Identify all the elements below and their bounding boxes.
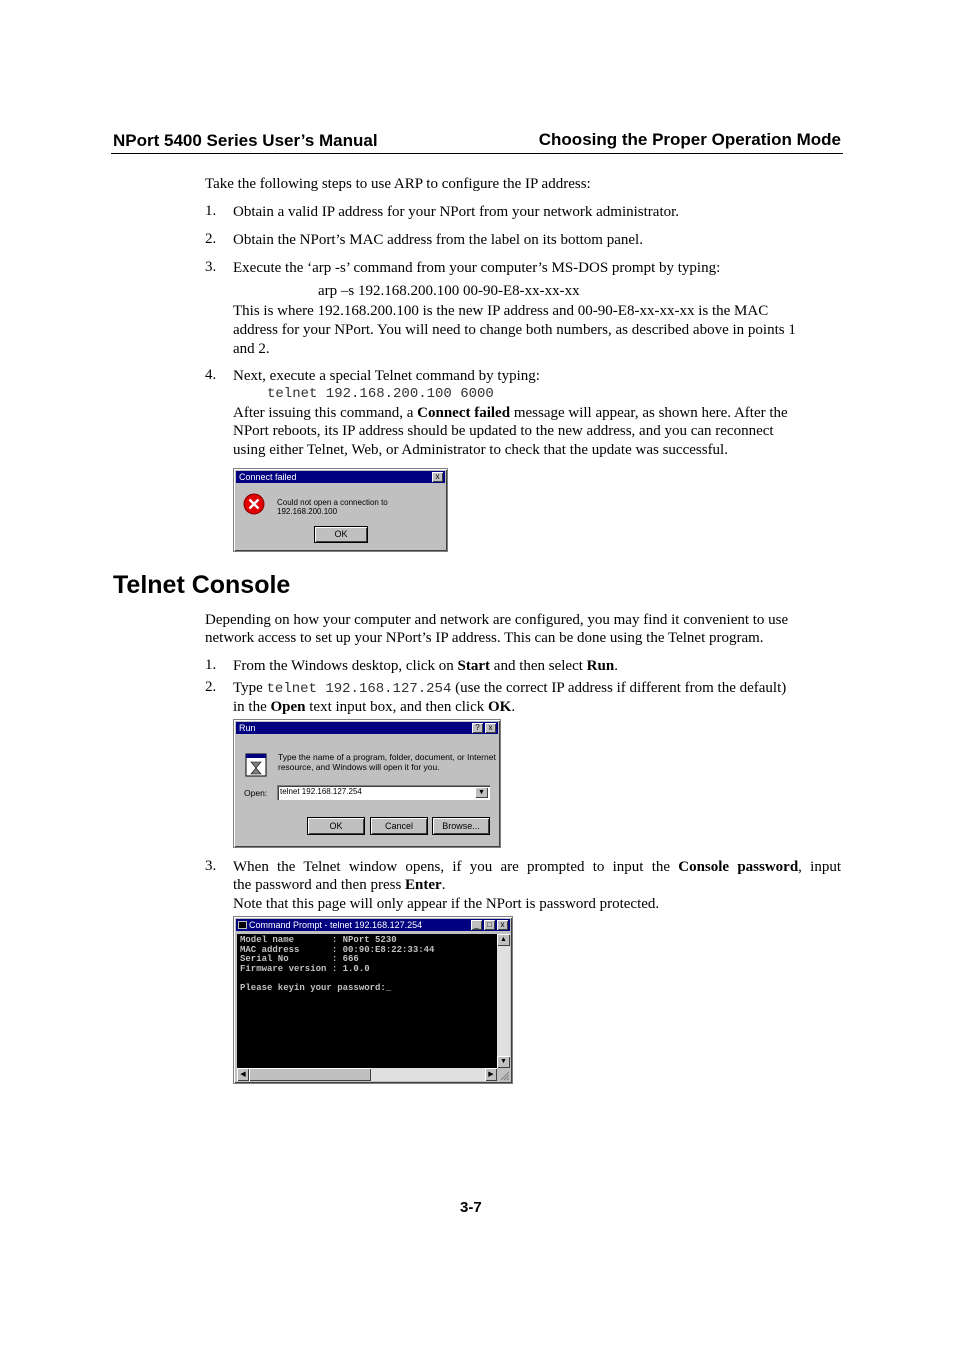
step-number: 4. bbox=[205, 367, 217, 383]
scroll-down-icon[interactable]: ▼ bbox=[497, 1056, 510, 1068]
arp-step-3: Execute the ‘arp -s’ command from your computer’s MS-DOS prompt by typing: bbox=[233, 260, 721, 276]
dropdown-arrow-icon[interactable]: ▼ bbox=[475, 787, 488, 798]
header-rule bbox=[111, 153, 843, 154]
dialog-titlebar bbox=[236, 471, 445, 483]
console-app-icon bbox=[238, 921, 247, 929]
running-header-right: Choosing the Proper Operation Mode bbox=[538, 130, 841, 149]
help-icon[interactable]: ? bbox=[472, 723, 483, 733]
open-label: Open: bbox=[244, 788, 268, 798]
browse-button[interactable]: Browse... bbox=[433, 818, 489, 834]
window-titlebar bbox=[236, 919, 510, 931]
arp-intro: Take the following steps to use ARP to configure the IP address: bbox=[205, 176, 591, 192]
section-heading: Telnet Console bbox=[113, 571, 291, 599]
telnet-step-2-line2: in the Open text input box, and then click OK. bbox=[233, 699, 516, 715]
close-icon[interactable]: x bbox=[485, 723, 496, 733]
step4-note-line: using either Telnet, Web, or Administrator to check that the update was successful. bbox=[233, 442, 728, 458]
telnet-step-3: When the Telnet window opens, if you are prompted to input the Console password, input bbox=[233, 859, 841, 875]
maximize-icon[interactable]: □ bbox=[484, 920, 495, 930]
step-number: 3. bbox=[205, 858, 217, 874]
step-number: 1. bbox=[205, 657, 217, 673]
arp-note-line: This is where 192.168.200.100 is the new IP address and 00-90-E8-xx-xx-xx is the MAC bbox=[233, 303, 769, 319]
telnet-intro-line: Depending on how your computer and network are configured, you may find it convenient to use bbox=[205, 612, 789, 628]
error-message: Could not open a connection to 192.168.200.100 bbox=[277, 498, 388, 516]
telnet-command: telnet 192.168.127.254 bbox=[266, 681, 452, 697]
step4-note-line: NPort reboots, its IP address should be updated to the new address, and you can reconnect bbox=[233, 423, 774, 439]
telnet-6000-command: telnet 192.168.200.100 6000 bbox=[267, 386, 494, 402]
connect-failed-term: Connect failed bbox=[417, 405, 511, 421]
dialog-title: Run bbox=[239, 723, 256, 733]
scroll-thumb[interactable] bbox=[249, 1068, 371, 1081]
connect-failed-dialog bbox=[233, 468, 448, 552]
run-description: Type the name of a program, folder, document, or Internet resource, and Windows will open it for you. bbox=[278, 752, 496, 772]
step-number: 2. bbox=[205, 231, 217, 247]
vertical-scrollbar[interactable] bbox=[497, 934, 510, 1068]
telnet-step-2: Type telnet 192.168.127.254 (use the correct IP address if different from the default) bbox=[233, 680, 787, 697]
dialog-titlebar bbox=[236, 722, 498, 734]
arp-step-4: Next, execute a special Telnet command by typing: bbox=[233, 368, 540, 384]
arp-step-1: Obtain a valid IP address for your NPort from your network administrator. bbox=[233, 204, 680, 220]
telnet-step-3-note: Note that this page will only appear if the NPort is password protected. bbox=[233, 896, 660, 912]
resize-grip-icon[interactable] bbox=[497, 1068, 510, 1081]
dialog-title: Connect failed bbox=[239, 472, 297, 482]
cancel-button[interactable]: Cancel bbox=[371, 818, 427, 834]
arp-step-2: Obtain the NPort’s MAC address from the label on its bottom panel. bbox=[233, 232, 643, 248]
arp-note-line: and 2. bbox=[233, 341, 270, 357]
page-number: 3-7 bbox=[460, 1199, 482, 1216]
step-number: 2. bbox=[205, 679, 217, 695]
telnet-step-1: From the Windows desktop, click on Start and then select Run. bbox=[233, 658, 618, 674]
running-header-left: NPort 5400 Series User’s Manual bbox=[113, 131, 378, 150]
horizontal-scrollbar[interactable] bbox=[237, 1068, 497, 1081]
window-title: Command Prompt - telnet 192.168.127.254 bbox=[249, 920, 423, 930]
run-dialog bbox=[233, 719, 501, 848]
minimize-icon[interactable]: _ bbox=[471, 920, 482, 930]
arp-command: arp –s 192.168.200.100 00-90-E8-xx-xx-xx bbox=[318, 283, 580, 299]
console-output[interactable]: Model name : NPort 5230 MAC address : 00:90:E8:22:33:44 Serial No : 666 Firmware version : 1.0.0 Please keyin your password:_ bbox=[237, 934, 497, 1068]
close-icon[interactable]: x bbox=[432, 472, 443, 482]
scroll-right-icon[interactable]: ▶ bbox=[485, 1068, 497, 1081]
ok-button[interactable]: OK bbox=[315, 527, 367, 542]
open-input[interactable]: telnet 192.168.127.254 bbox=[277, 785, 490, 800]
command-prompt-window bbox=[233, 916, 513, 1084]
close-icon[interactable]: x bbox=[497, 920, 508, 930]
run-program-icon bbox=[242, 750, 270, 780]
telnet-intro-line: network access to set up your NPort’s IP address. This can be done using the Telnet program. bbox=[205, 630, 764, 646]
step4-note-line: After issuing this command, a Connect failed message will appear, as shown here. After the bbox=[233, 405, 788, 421]
ok-button[interactable]: OK bbox=[308, 818, 364, 834]
arp-note-line: address for your NPort. You will need to change both numbers, as described above in points 1 bbox=[233, 322, 796, 338]
scroll-up-icon[interactable]: ▲ bbox=[497, 934, 510, 946]
step-number: 1. bbox=[205, 203, 217, 219]
telnet-step-3-line2: the password and then press Enter. bbox=[233, 877, 446, 893]
error-icon bbox=[243, 493, 265, 515]
step-number: 3. bbox=[205, 259, 217, 275]
scroll-left-icon[interactable]: ◀ bbox=[237, 1068, 249, 1081]
